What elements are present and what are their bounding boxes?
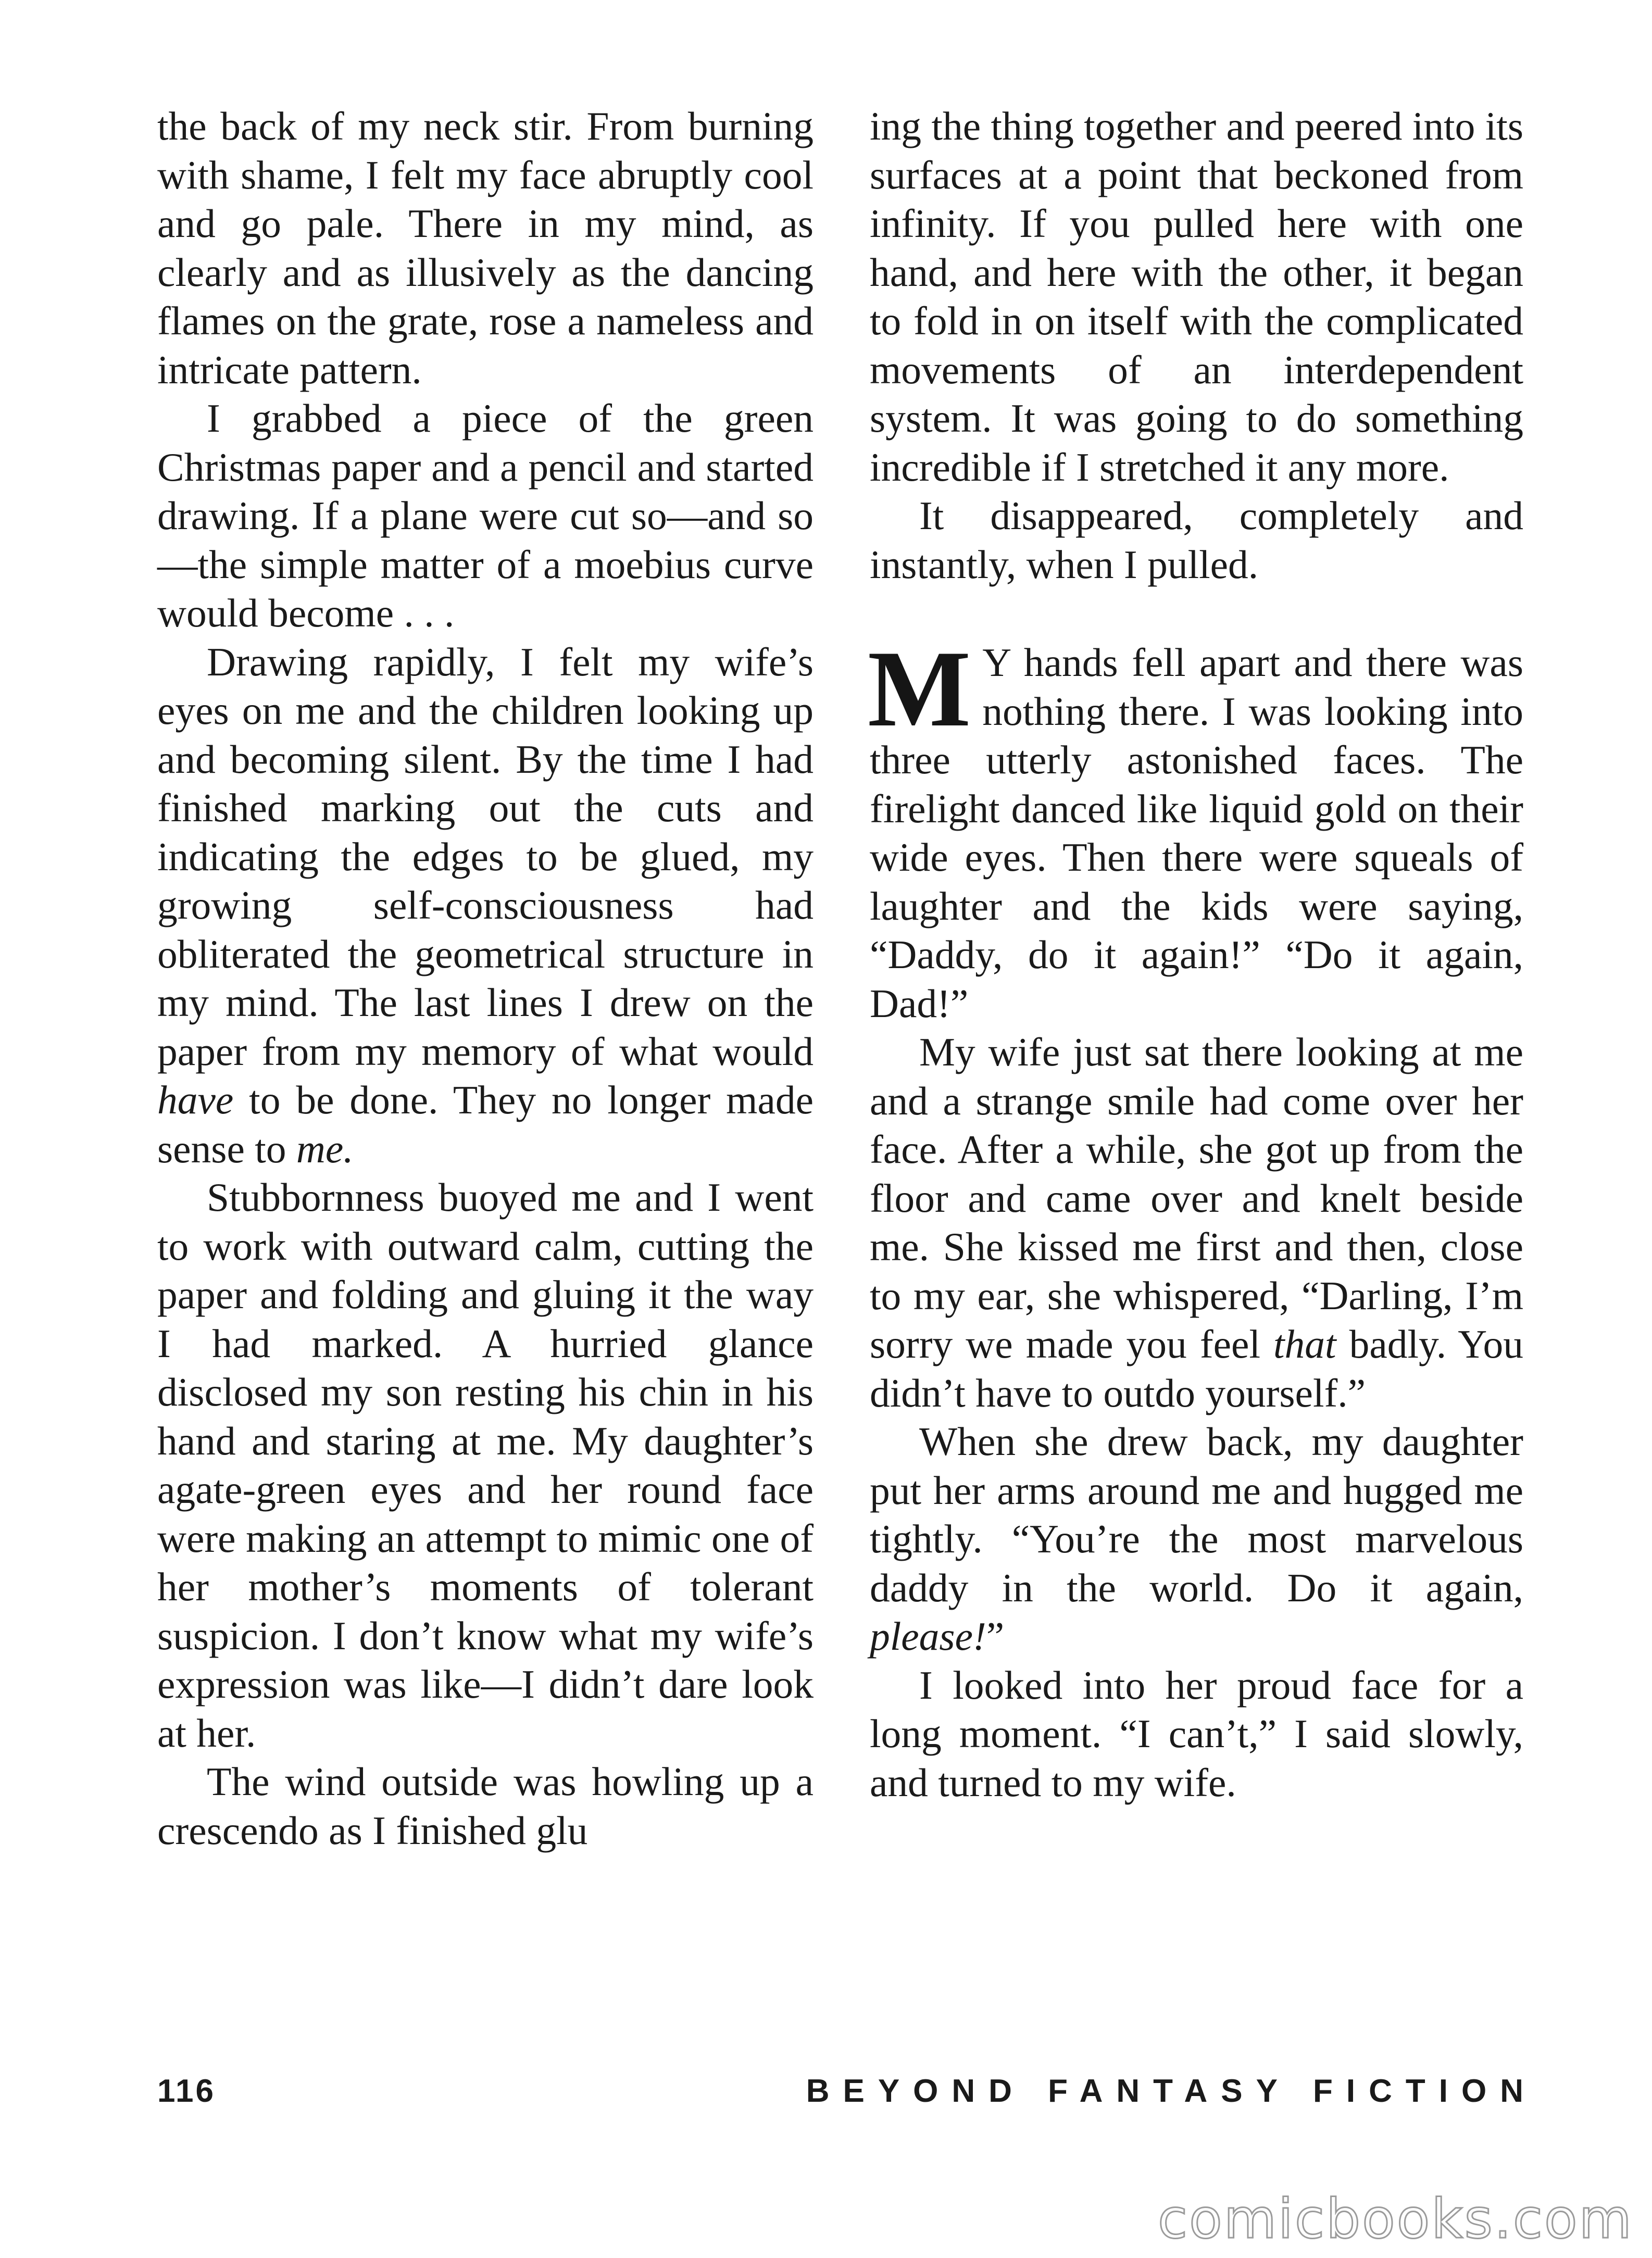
paragraph: the back of my neck stir. From burning with shame, I felt my face abruptly cool and go pale. There in my mind, as clearly and as illusively as the dancing flames on the grate, rose a nameless and intricate pattern. xyxy=(157,104,814,392)
italic-emphasis: that xyxy=(1273,1322,1336,1366)
paragraph: Drawing rapidly, I felt my wife’s eyes on me and the children looking up and becoming silent. By the time I had finished marking out the cuts and indicating the edges to be glued, my growing self-consciousness had obliterated the geometrical structure in my mind. The last lines I drew on the paper from my memory of what would have to be done. They no longer made sense to me. xyxy=(157,639,814,1171)
watermark: comicbooks.com xyxy=(1157,2187,1633,2251)
paragraph: ing the thing together and peered into its surfaces at a point that beckoned from infinity. If you pulled here with one hand, and here with the other, it began to fold in on itself with the complicated movements of an interdependent system. It was going to do something incredible if I stretched it any more. xyxy=(870,104,1523,490)
paragraph: It disappeared, completely and instantly, when I pulled. xyxy=(870,493,1523,587)
right-text-column xyxy=(870,102,1523,1807)
italic-emphasis: have xyxy=(157,1077,234,1122)
page-number: 116 xyxy=(157,2073,216,2109)
paragraph: When she drew back, my daughter put her arms around me and hugged me tightly. “You’re the most marvelous daddy in the world. Do it again, please!” xyxy=(870,1419,1523,1659)
magazine-title: BEYOND FANTASY FICTION xyxy=(806,2073,1537,2109)
paragraph: I looked into her proud face for a long moment. “I can’t,” I said slowly, and turned to my wife. xyxy=(870,1662,1523,1805)
section-opening-paragraph: M Y hands fell apart and there was nothing there. I was looking into three utterly astonished faces. The firelight danced like liquid gold on their wide eyes. Then there were squeals of laughter and the kids were saying, “Daddy, do it again!” “Do it again, Dad!” xyxy=(868,629,1523,1026)
paragraph: Stubbornness buoyed me and I went to work with outward calm, cutting the paper and folding and gluing it the way I had marked. A hurried glance disclosed my son resting his chin in his hand and staring at me. My daughter’s agate-green eyes and her round face were making an attempt to mimic one of her mother’s moments of tolerant suspicion. I don’t know what my wife’s expression was like—I didn’t dare look at her. xyxy=(157,1175,814,1755)
paragraph: The wind outside was howling up a crescendo as I finished glu xyxy=(157,1759,814,1853)
drop-cap: M xyxy=(868,629,971,749)
italic-emphasis: please! xyxy=(870,1614,986,1659)
left-text-column xyxy=(157,102,814,1855)
paragraph: My wife just sat there looking at me and a strange smile had come over her face. After a while, she got up from the floor and came over and knelt beside me. She kissed me first and then, close to my ear, she whispered, “Darling, I’m sorry we made you feel that badly. You didn’t have to outdo yourself.” xyxy=(870,1030,1524,1415)
italic-emphasis: me. xyxy=(296,1126,354,1171)
paragraph: I grabbed a piece of the green Christmas paper and a pencil and started drawing. If a plane were cut so—and so—the simple matter of a moebius curve would become . . . xyxy=(157,396,814,635)
page-footer xyxy=(157,2073,1537,2125)
